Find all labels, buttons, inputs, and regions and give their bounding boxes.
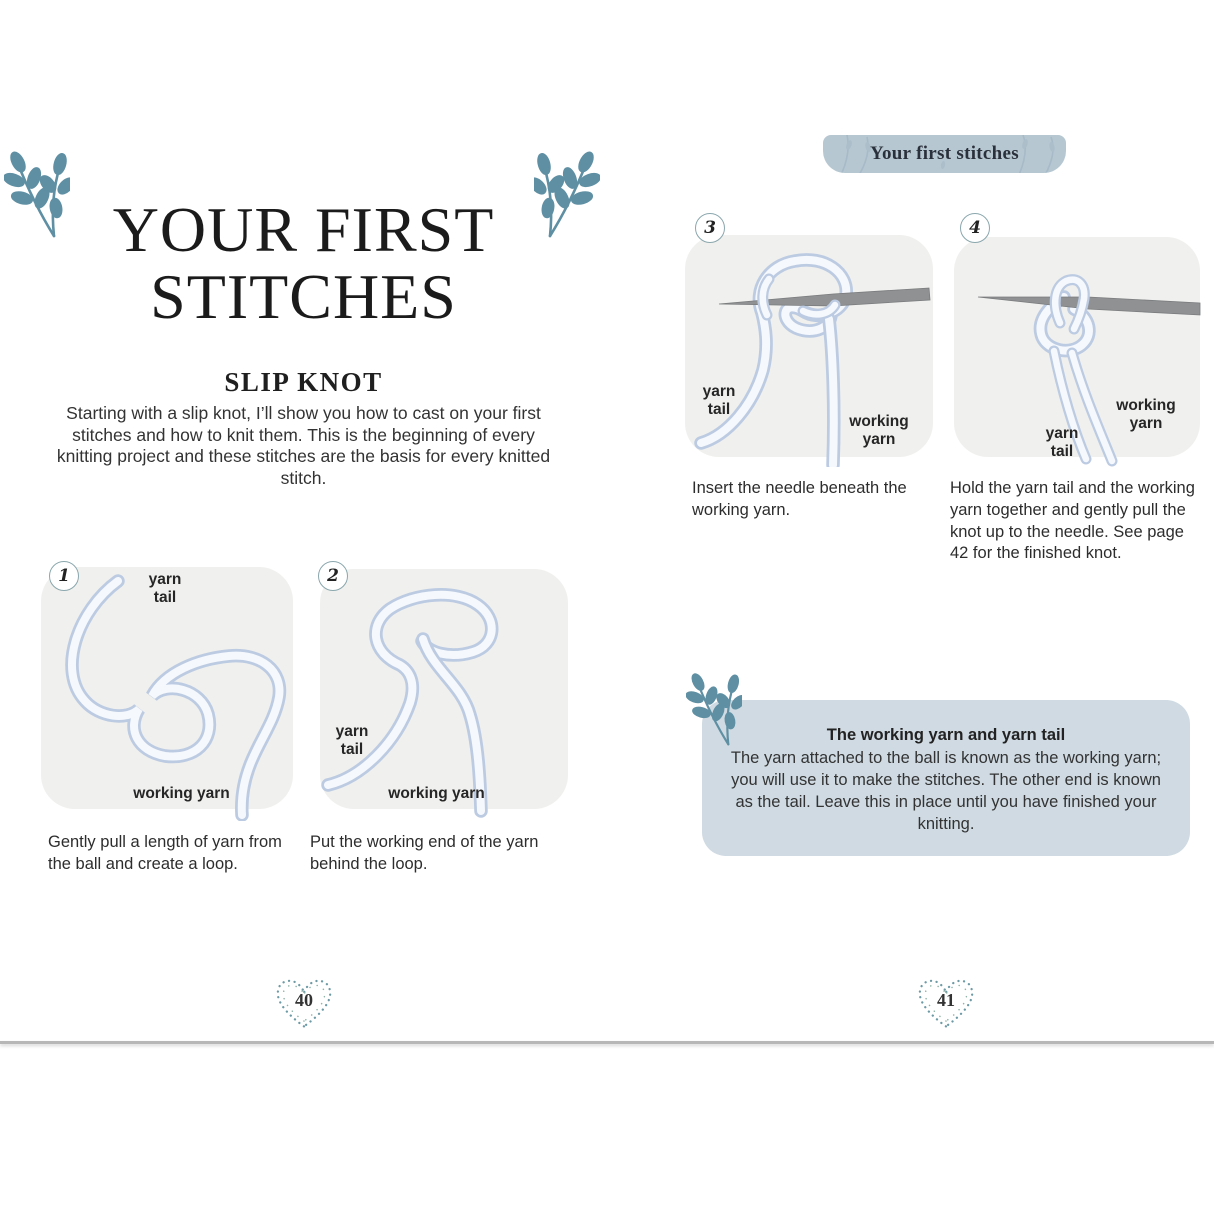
info-box-title: The working yarn and yarn tail bbox=[826, 726, 1066, 744]
working-yarn-label: working yarn bbox=[849, 413, 909, 449]
step1-caption: Gently pull a length of yarn from the ball and create a loop. bbox=[48, 833, 282, 873]
page-bottom-divider bbox=[0, 1041, 1214, 1044]
step3-illustration bbox=[683, 205, 935, 467]
section-heading: SLIP KNOT bbox=[224, 367, 383, 397]
step2-number-badge bbox=[318, 561, 348, 591]
step2-illustration bbox=[310, 553, 576, 821]
working-yarn-label: working yarn bbox=[133, 785, 230, 802]
page-title bbox=[0, 196, 607, 330]
intro-text: Starting with a slip knot, I’ll show you how to cast on your first stitches and how to knit them. This is the beginning of every knitting project and these stitches are the basis for every knitted stitch. bbox=[56, 403, 551, 489]
step2-caption: Put the working end of the yarn behind the loop. bbox=[310, 833, 539, 873]
leaf-sprig-icon bbox=[686, 672, 742, 746]
step1-illustration bbox=[35, 553, 301, 821]
page-title-line2: STITCHES bbox=[150, 261, 457, 332]
working-yarn-label: working yarn bbox=[388, 785, 485, 802]
yarn-tail-label: yarn tail bbox=[335, 723, 369, 759]
step-number: 3 bbox=[704, 218, 716, 238]
page-title-line1: YOUR FIRST bbox=[112, 194, 495, 265]
yarn-tail-label: yarn tail bbox=[148, 571, 182, 607]
step4-number-badge bbox=[960, 213, 990, 243]
step1-number-badge bbox=[49, 561, 79, 591]
info-box-body: The yarn attached to the ball is known as the working yarn; you will use it to make the stitches. The other end is known as the tail. Leave this in place until you have finished your knitting. bbox=[730, 749, 1162, 833]
page-number-right bbox=[914, 974, 978, 1034]
step3-caption: Insert the needle beneath the working yarn. bbox=[692, 479, 907, 519]
page-number: 41 bbox=[937, 990, 955, 1010]
chapter-header-label: Your first stitches bbox=[870, 143, 1019, 164]
step3-number-badge bbox=[695, 213, 725, 243]
chapter-header-tab bbox=[823, 135, 1066, 173]
yarn-tail-label: yarn tail bbox=[1045, 425, 1079, 461]
step4-caption: Hold the yarn tail and the working yarn together and gently pull the knot up to the needle. See page 42 for the finished knot. bbox=[950, 479, 1195, 563]
page-number: 40 bbox=[295, 990, 313, 1010]
step-number: 1 bbox=[58, 566, 70, 586]
working-yarn-label: working yarn bbox=[1116, 397, 1176, 433]
step-number: 2 bbox=[327, 566, 339, 586]
step4-illustration bbox=[948, 205, 1205, 467]
yarn-tail-label: yarn tail bbox=[702, 383, 736, 419]
page-number-left bbox=[272, 974, 336, 1034]
info-box bbox=[702, 700, 1190, 856]
yarn-loop-drawing bbox=[310, 553, 576, 821]
knitting-needle bbox=[719, 288, 930, 306]
step-number: 4 bbox=[969, 218, 981, 238]
